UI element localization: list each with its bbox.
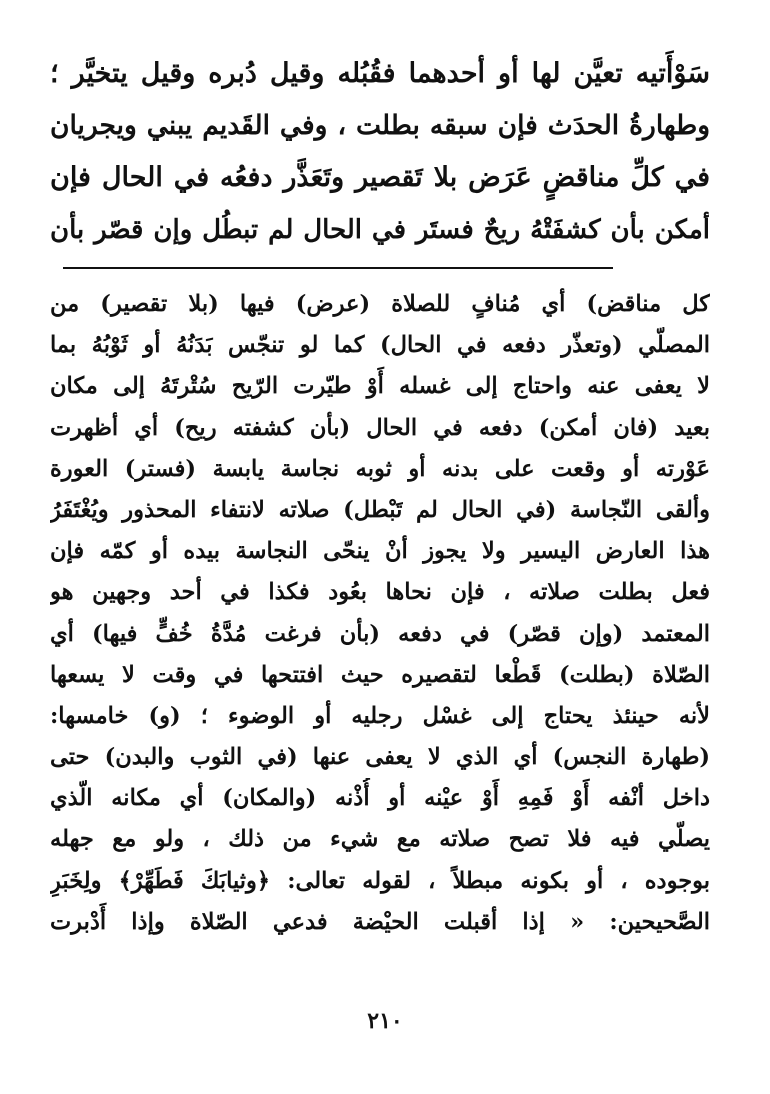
page-number: ٢١٠ <box>367 1008 403 1034</box>
commentary-line: هذا العارض اليسير ولا يجوز أنْ ينحّى النجاسة بيده أو كمّه فإن <box>50 538 710 565</box>
commentary-line: وألقى النّجاسة (في الحال لم تَبْطل) صلاته لانتفاء المحذور ويُغْتَفَرُ <box>50 496 710 523</box>
commentary-line: فعل بطلت صلاته ، فإن نحاها بعُود فكذا في أحد وجهين هو <box>50 579 710 606</box>
matn-line: في كلِّ مناقضٍ عَرَض بلا تَقصير وتَعَذَّر دفعُه في الحال فإن <box>50 162 710 193</box>
commentary-line: بوجوده ، أو بكونه مبطلاً ، لقوله تعالى: ﴿وثيابَكَ فَطَهِّرْ﴾ ولِخَبَرِ <box>50 867 710 894</box>
commentary-line: (طهارة النجس) أي الذي لا يعفى عنها (في الثوب والبدن) حتى <box>50 744 710 771</box>
commentary-line: المصلّي (وتعذّر دفعه في الحال) كما لو تنجّس بَدَنُهُ أو ثَوْبُهُ بما <box>50 332 710 359</box>
commentary-line: المعتمد (وإن قصّر) في دفعه (بأن فرغت مُدَّةُ خُفٍّ فيها) أي <box>50 620 710 647</box>
commentary-line: يصلّي فيه فلا تصح صلاته مع شيء من ذلك ، ولو مع جهله <box>50 826 710 853</box>
commentary-line: لأنه حينئذ يحتاج إلى غسْل رجليه أو الوضوء ؛ (و) خامسها: <box>50 702 710 729</box>
commentary-text-block <box>50 284 710 943</box>
matn-line: أمكن بأن كشفَتْهُ ريحٌ فستَر في الحال لم تبطُل وإن قصّر بأن <box>50 215 710 245</box>
commentary-line: بعيد (فان أمكن) دفعه في الحال (بأن كشفته ريح) أي أظهرت <box>50 414 710 441</box>
commentary-line: داخل أنْفه أَوْ فَمِهِ أَوْ عيْنه أو أُذْنه (والمكان) أي مكانه الّذي <box>50 785 710 812</box>
commentary-line: الصّلاة (بطلت) قَطْعا لتقصيره حيث افتتحها في وقت لا يسعها <box>50 661 710 688</box>
commentary-line: الصَّحيحين: « إذا أقبلت الحيْضة فدعي الصّلاة وإذا أَدْبرت <box>50 908 710 935</box>
matn-line: وطهارةُ الحدَث فإن سبقه بطلت ، وفي القَديم يبني ويجريان <box>50 110 710 141</box>
commentary-line: عَوْرته أو وقعت على بدنه أو ثوبه نجاسة يابسة (فستر) العورة <box>50 455 710 482</box>
commentary-line: كل مناقض) أي مُنافٍ للصلاة (عرض) فيها (بلا تقصير) من <box>50 291 710 317</box>
section-divider <box>63 267 613 269</box>
matn-text-block <box>50 48 710 256</box>
matn-line: سَوْأَتيه تعيَّن لها أو أحدهما فقُبُله وقيل دُبره وقيل يتخيَّر ؛ <box>50 58 710 89</box>
commentary-line: لا يعفى عنه واحتاج إلى غسله أَوْ طيّرت الرّيح سُتْرتَهُ إلى مكان <box>50 373 710 400</box>
